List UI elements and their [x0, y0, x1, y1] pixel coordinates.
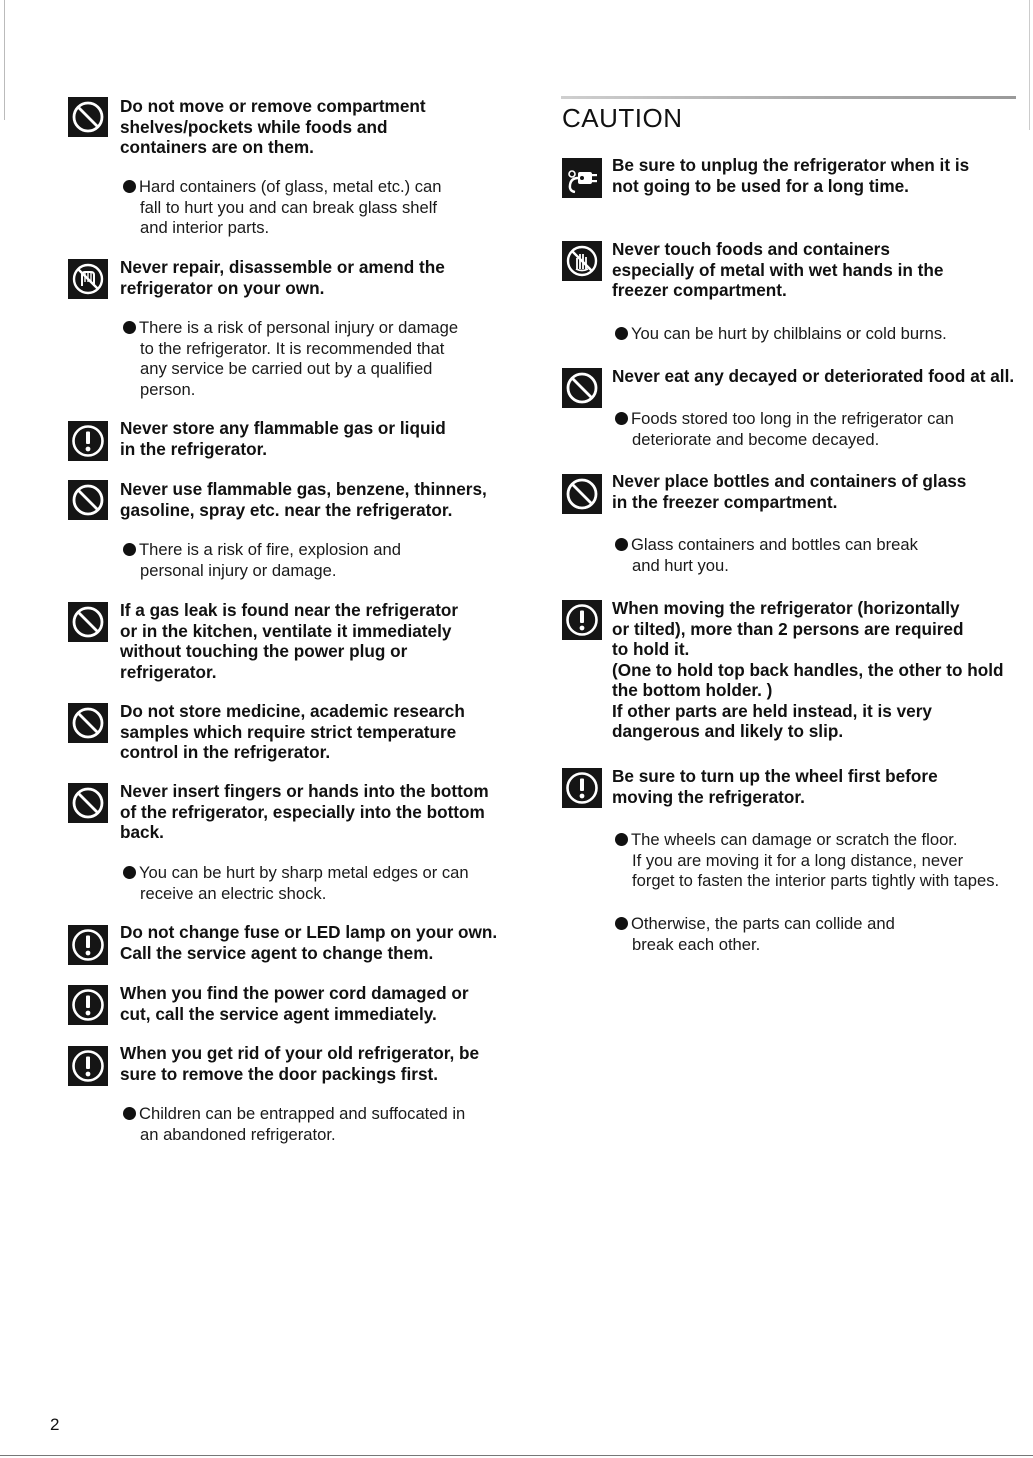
heading-line: moving the refrigerator. — [612, 786, 805, 807]
heading-line: Never touch foods and containers — [612, 239, 890, 259]
heading-line: When you find the power cord damaged or — [120, 983, 469, 1003]
heading-line: Never store any flammable gas or liquid — [120, 418, 446, 438]
exclamation-icon — [68, 1046, 108, 1086]
note-line: receive an electric shock. — [140, 883, 327, 903]
warning-note — [123, 177, 442, 239]
warning-heading — [120, 600, 458, 682]
note-text: Otherwise, the parts can collide and — [631, 914, 895, 933]
heading-line: Never eat any decayed or deteriorated food at all. — [612, 366, 1015, 386]
note-text: There is a risk of fire, explosion and — [139, 540, 401, 559]
note-line: break each other. — [632, 934, 761, 954]
heading-line: sure to remove the door packings first. — [120, 1063, 439, 1084]
scan-edge — [4, 0, 5, 120]
warning-note — [615, 409, 954, 450]
prohibition-icon — [562, 474, 602, 514]
warning-note — [615, 830, 999, 892]
heading-line: gasoline, spray etc. near the refrigerator. — [120, 499, 453, 520]
note-line — [615, 535, 918, 556]
warning-heading — [120, 781, 489, 843]
warning-heading — [120, 257, 445, 298]
prohibition-icon — [68, 602, 108, 642]
page-number: 2 — [50, 1415, 60, 1434]
prohibition-icon — [68, 480, 108, 520]
note-line: and interior parts. — [140, 218, 270, 237]
scan-edge — [1029, 0, 1030, 130]
heading-line: (One to hold top back handles, the other to hold — [612, 659, 1004, 680]
warning-note — [123, 1104, 465, 1145]
bullet-icon — [615, 833, 628, 846]
bullet-icon — [123, 866, 136, 879]
heading-line: without touching the power plug or — [120, 641, 408, 661]
note-line — [615, 324, 947, 345]
heading-line: Do not change fuse or LED lamp on your own. — [120, 922, 498, 942]
warning-note — [615, 914, 895, 955]
heading-line: the bottom holder. ) — [612, 680, 773, 700]
warning-heading — [612, 598, 1004, 742]
heading-line: back. — [120, 822, 164, 842]
heading-line: of the refrigerator, especially into the bottom — [120, 801, 485, 822]
heading-line: cut, call the service agent immediately. — [120, 1003, 437, 1024]
note-line: and hurt you. — [632, 555, 729, 575]
note-text: Foods stored too long in the refrigerator can — [631, 409, 954, 428]
heading-line: Be sure to turn up the wheel first before — [612, 766, 938, 786]
heading-line: If other parts are held instead, it is very — [612, 700, 932, 721]
note-line: If you are moving it for a long distance, never — [632, 850, 964, 870]
heading-line: When moving the refrigerator (horizontally — [612, 598, 960, 618]
note-line: personal injury or damage. — [140, 560, 337, 580]
heading-line: Do not move or remove compartment — [120, 96, 426, 116]
prohibition-icon — [68, 97, 108, 137]
no-disassembly-icon — [68, 259, 108, 299]
page-bottom-rule — [0, 1455, 1033, 1456]
heading-line: control in the refrigerator. — [120, 742, 331, 762]
warning-heading — [120, 983, 469, 1024]
bullet-icon — [615, 917, 628, 930]
note-text: You can be hurt by chilblains or cold burns. — [631, 324, 947, 343]
heading-line: not going to be used for a long time. — [612, 175, 909, 196]
note-text: Hard containers (of glass, metal etc.) can — [139, 177, 442, 196]
heading-line: Do not store medicine, academic research — [120, 701, 465, 721]
warning-heading — [612, 766, 938, 807]
note-line — [123, 863, 469, 884]
warning-note — [123, 863, 469, 904]
bullet-icon — [123, 1107, 136, 1120]
exclamation-icon — [68, 925, 108, 965]
note-line: to the refrigerator. It is recommended that — [140, 338, 445, 358]
note-line: an abandoned refrigerator. — [140, 1124, 336, 1144]
warning-heading — [120, 1043, 479, 1084]
note-line: forget to fasten the interior parts tightly with tapes. — [632, 871, 1000, 890]
heading-line: When you get rid of your old refrigerator, be — [120, 1043, 480, 1063]
exclamation-icon — [562, 600, 602, 640]
heading-line: to hold it. — [612, 639, 690, 659]
heading-line: Call the service agent to change them. — [120, 942, 434, 963]
warning-heading — [120, 479, 487, 520]
unplug-icon — [562, 158, 602, 198]
note-line — [615, 830, 999, 851]
heading-line: refrigerator on your own. — [120, 277, 325, 298]
heading-line: freezer compartment. — [612, 280, 787, 300]
heading-line: Be sure to unplug the refrigerator when it is — [612, 155, 970, 175]
note-line: fall to hurt you and can break glass shelf — [140, 197, 438, 217]
heading-line: especially of metal with wet hands in the — [612, 259, 944, 280]
note-line — [615, 914, 895, 935]
note-line: person. — [140, 379, 196, 399]
exclamation-icon — [562, 768, 602, 808]
warning-heading — [612, 366, 1014, 387]
caution-rule — [561, 96, 1016, 99]
prohibition-icon — [562, 368, 602, 408]
bullet-icon — [615, 327, 628, 340]
note-text: Glass containers and bottles can break — [631, 535, 918, 554]
heading-line: Never use flammable gas, benzene, thinners, — [120, 479, 487, 499]
heading-line: in the refrigerator. — [120, 438, 268, 459]
note-line — [123, 318, 458, 339]
note-text: You can be hurt by sharp metal edges or can — [139, 863, 469, 882]
note-line: any service be carried out by a qualified — [140, 359, 433, 378]
warning-heading — [120, 418, 446, 459]
heading-line: samples which require strict temperature — [120, 721, 457, 742]
heading-line: Never insert fingers or hands into the bottom — [120, 781, 489, 801]
warning-heading — [612, 155, 969, 196]
warning-heading — [120, 701, 465, 763]
no-wet-hands-icon — [562, 241, 602, 281]
heading-line: refrigerator. — [120, 661, 217, 682]
note-line — [123, 1104, 465, 1125]
note-text: The wheels can damage or scratch the floor. — [631, 830, 958, 849]
heading-line: Never place bottles and containers of glass — [612, 471, 967, 491]
prohibition-icon — [68, 703, 108, 743]
heading-line: If a gas leak is found near the refrigerator — [120, 600, 459, 620]
note-line — [123, 540, 401, 561]
bullet-icon — [615, 412, 628, 425]
bullet-icon — [123, 180, 136, 193]
heading-line: in the freezer compartment. — [612, 491, 838, 512]
warning-note — [123, 318, 458, 400]
heading-line: containers are on them. — [120, 137, 314, 157]
heading-line: dangerous and likely to slip. — [612, 721, 844, 741]
heading-line: shelves/pockets while foods and — [120, 116, 388, 137]
note-line — [615, 409, 954, 430]
bullet-icon — [615, 538, 628, 551]
warning-note — [123, 540, 401, 581]
note-text: Children can be entrapped and suffocated in — [139, 1104, 466, 1123]
bullet-icon — [123, 321, 136, 334]
heading-line: Never repair, disassemble or amend the — [120, 257, 445, 277]
caution-title: CAUTION — [562, 103, 683, 133]
bullet-icon — [123, 543, 136, 556]
exclamation-icon — [68, 985, 108, 1025]
heading-line: or in the kitchen, ventilate it immediately — [120, 620, 452, 641]
exclamation-icon — [68, 421, 108, 461]
warning-heading — [612, 471, 966, 512]
note-line: deteriorate and become decayed. — [632, 429, 880, 449]
warning-heading — [120, 922, 497, 963]
warning-heading — [612, 239, 943, 301]
warning-note — [615, 535, 918, 576]
warning-note — [615, 324, 947, 345]
heading-line: or tilted), more than 2 persons are required — [612, 618, 964, 639]
warning-heading — [120, 96, 426, 158]
note-line — [123, 177, 442, 198]
note-text: There is a risk of personal injury or damage — [139, 318, 459, 337]
prohibition-icon — [68, 783, 108, 823]
